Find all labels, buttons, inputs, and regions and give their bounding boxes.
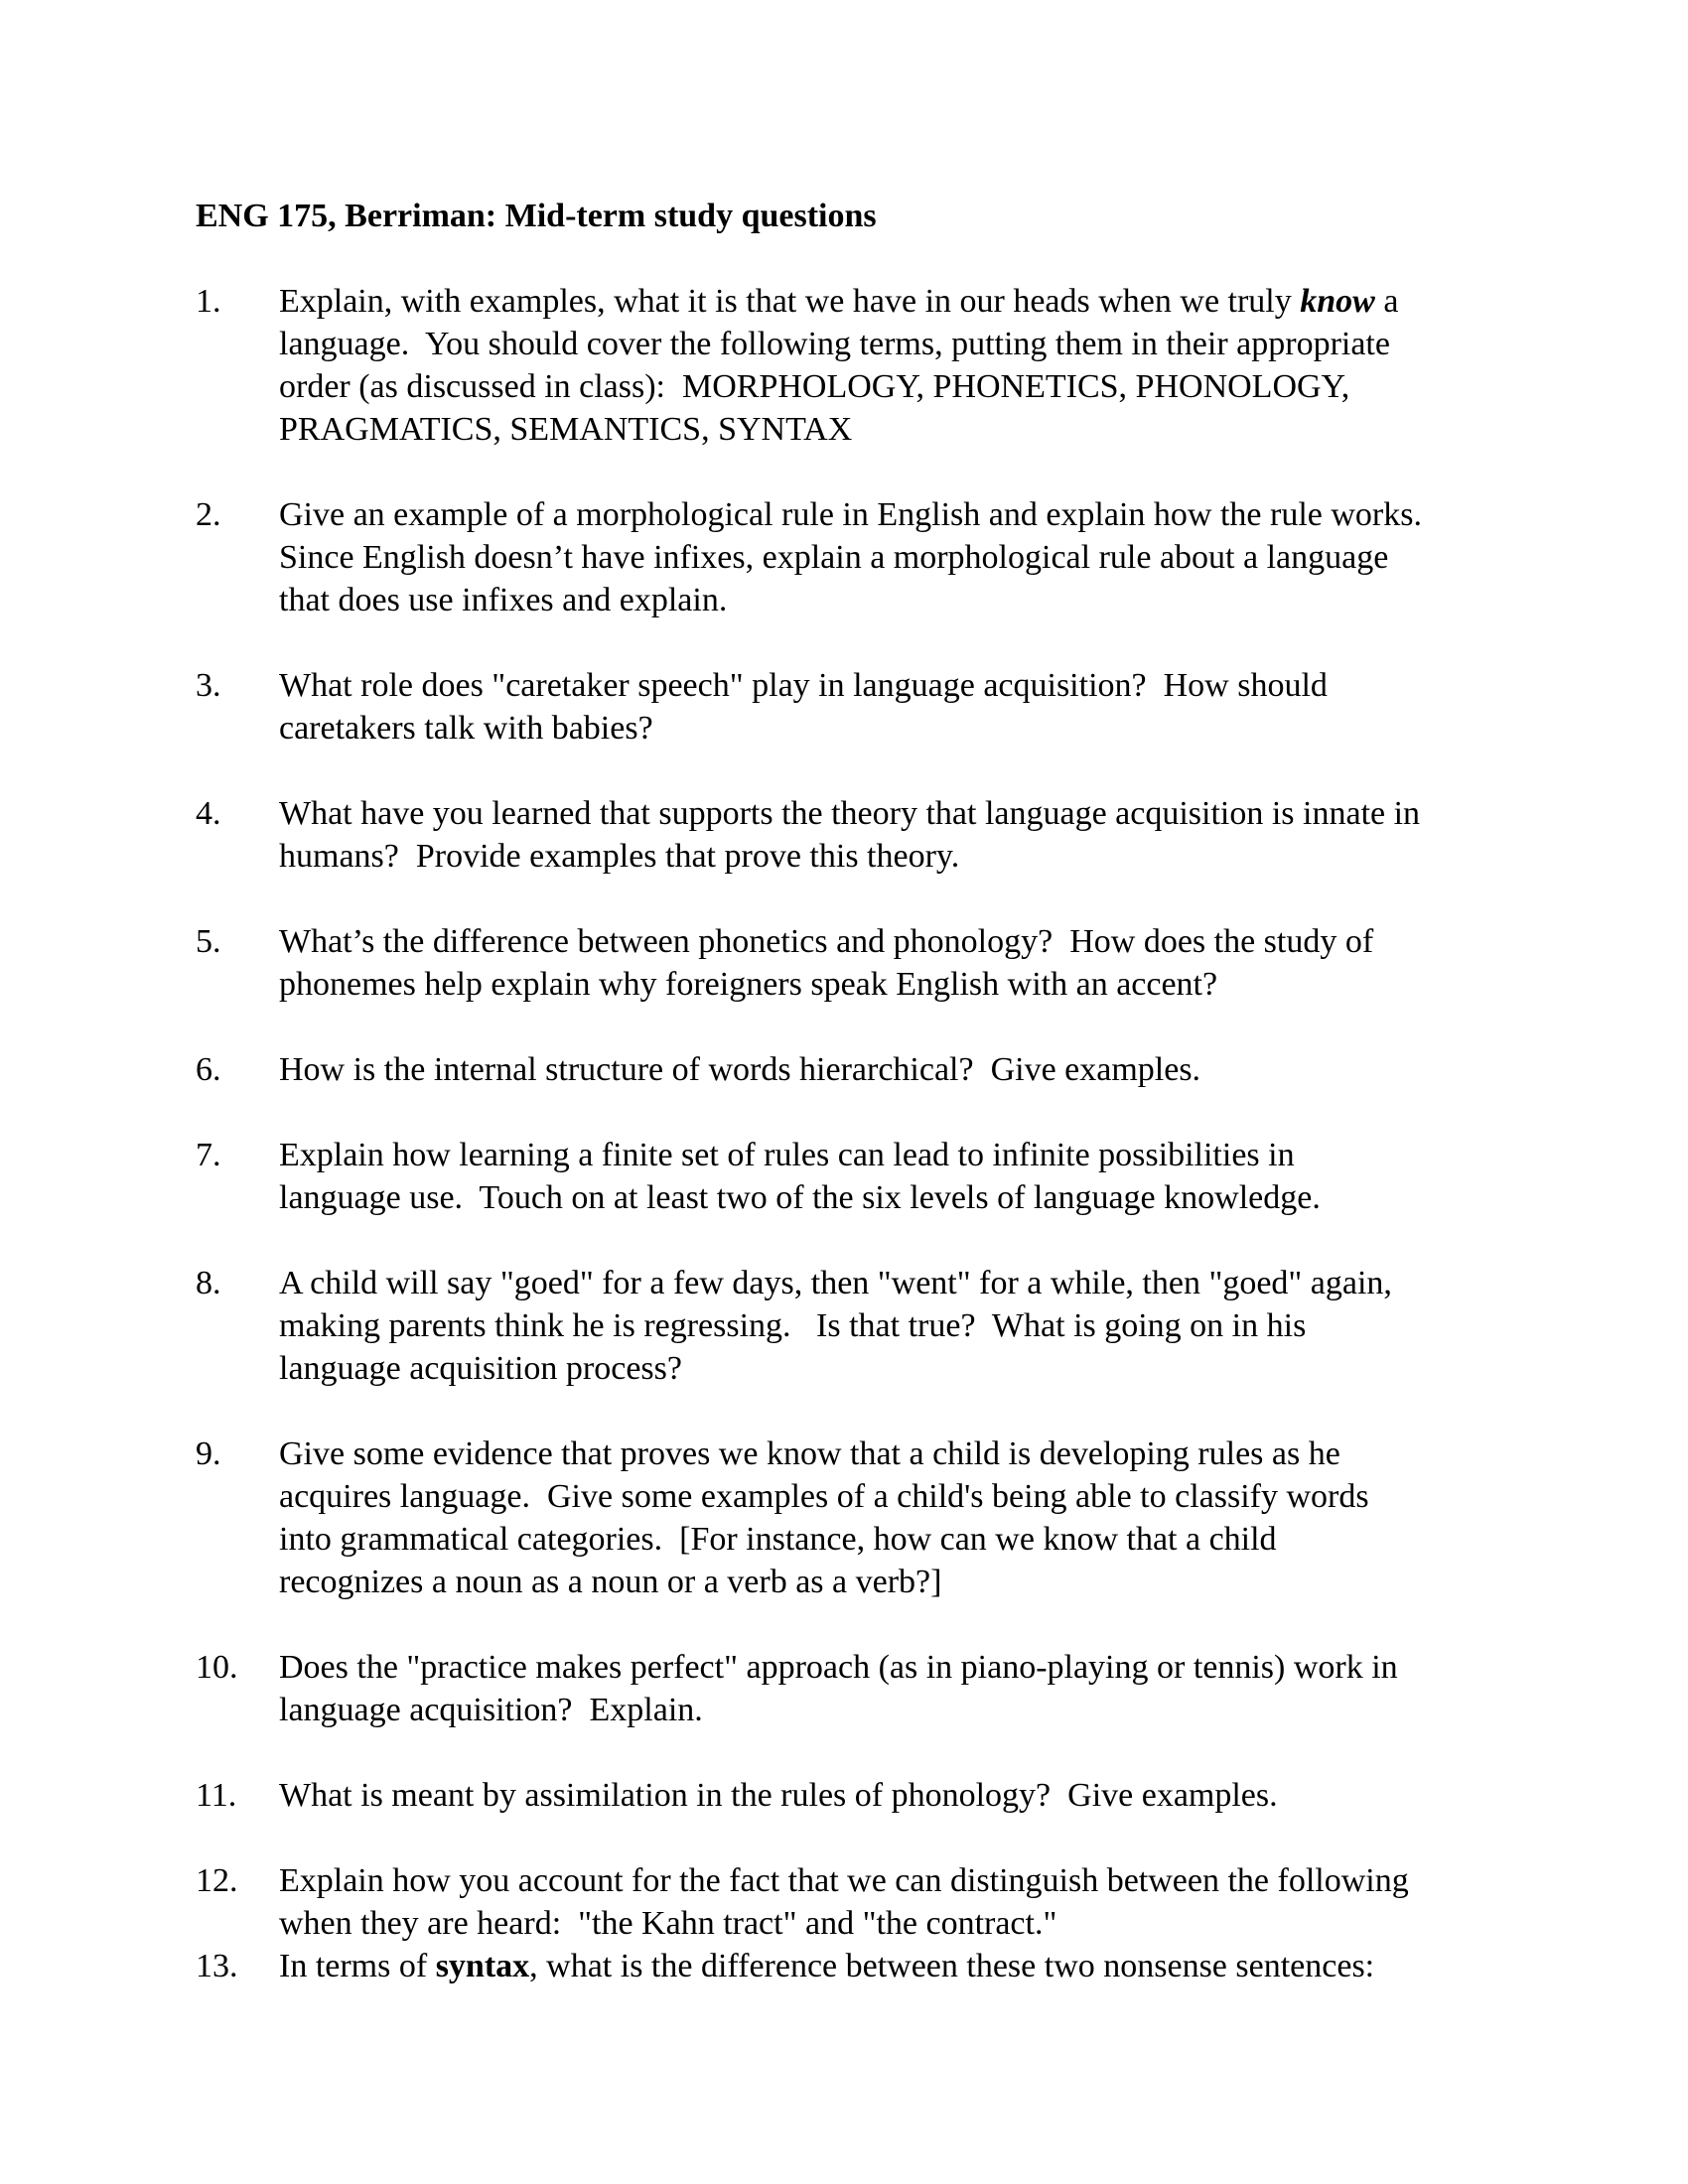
question-number: 6. [196,1051,221,1088]
question-number: 11. [196,1777,237,1814]
question-item-8 [196,1262,1546,1390]
question-item-10 [196,1646,1546,1731]
question-line [279,280,1546,323]
question-line: language use. Touch on at least two of the six levels of language knowledge. [279,1179,1321,1216]
question-line: when they are heard: "the Kahn tract" and "the contract." [279,1905,1057,1942]
line-segment: , what is the difference between these two nonsense sentences: [529,1948,1375,1984]
question-item-1 [196,280,1546,451]
question-number: 2. [196,496,221,533]
question-line: humans? Provide examples that prove this theory. [279,838,960,875]
question-number: 8. [196,1265,221,1301]
line-segment: In terms of [279,1948,436,1984]
question-line: What is meant by assimilation in the rules of phonology? Give examples. [279,1777,1278,1814]
question-line [279,1945,1546,1987]
question-text [279,920,1546,1006]
question-line: Explain how you account for the fact that we can distinguish between the following [279,1862,1409,1899]
question-number: 4. [196,795,221,832]
question-text [279,664,1546,750]
question-line: language acquisition? Explain. [279,1692,703,1728]
question-line: recognizes a noun as a noun or a verb as a verb?] [279,1564,942,1600]
question-item-13 [196,1945,1546,1987]
question-item-3 [196,664,1546,750]
question-line: order (as discussed in class): MORPHOLOGY, PHONETICS, PHONOLOGY, [279,368,1350,405]
question-text [279,280,1546,451]
question-line: Give some evidence that proves we know that a child is developing rules as he [279,1435,1340,1472]
question-number: 9. [196,1435,221,1472]
question-line: acquires language. Give some examples of a child's being able to classify words [279,1478,1369,1515]
line-segment: a [1374,283,1399,320]
emphasized-syntax: syntax [435,1948,530,1984]
question-text [279,1048,1546,1091]
question-number: 3. [196,667,221,704]
question-item-9 [196,1433,1546,1603]
question-number: 1. [196,283,221,320]
question-line: Give an example of a morphological rule in English and explain how the rule works. [279,496,1422,533]
question-line: that does use infixes and explain. [279,582,728,618]
question-line: caretakers talk with babies? [279,710,653,747]
question-line: What’s the difference between phonetics and phonology? How does the study of [279,923,1374,960]
question-line: into grammatical categories. [For instance, how can we know that a child [279,1521,1277,1558]
question-item-7 [196,1134,1546,1219]
question-line: A child will say "goed" for a few days, then "went" for a while, then "goed" again, [279,1265,1392,1301]
question-text [279,493,1546,621]
question-number: 7. [196,1137,221,1173]
question-item-5 [196,920,1546,1006]
question-line: phonemes help explain why foreigners speak English with an accent? [279,966,1218,1003]
question-text [279,1646,1546,1731]
question-line: What role does "caretaker speech" play in language acquisition? How should [279,667,1328,704]
question-line: language acquisition process? [279,1350,682,1387]
emphasized-know: know [1300,283,1375,320]
question-line: Does the "practice makes perfect" approach (as in piano-playing or tennis) work in [279,1649,1398,1686]
line-segment: Explain, with examples, what it is that we have in our heads when we truly [279,283,1301,320]
question-text [279,1134,1546,1219]
question-text [279,1945,1546,1987]
question-item-2 [196,493,1546,621]
question-item-12 [196,1859,1546,1945]
question-text [279,1774,1546,1817]
question-item-11 [196,1774,1546,1817]
question-number: 10. [196,1649,238,1686]
question-text [279,1859,1546,1945]
question-line: Since English doesn’t have infixes, explain a morphological rule about a language [279,539,1389,576]
question-text [279,1433,1546,1603]
question-number: 12. [196,1862,238,1899]
question-line: What have you learned that supports the theory that language acquisition is innate in [279,795,1421,832]
question-line: making parents think he is regressing. Is that true? What is going on in his [279,1307,1307,1344]
question-line: Explain how learning a finite set of rules can lead to infinite possibilities in [279,1137,1295,1173]
question-text [279,1262,1546,1390]
question-line: How is the internal structure of words hierarchical? Give examples. [279,1051,1201,1088]
question-line: language. You should cover the following terms, putting them in their appropriate [279,326,1390,362]
question-number: 5. [196,923,221,960]
question-text [279,792,1546,878]
question-item-4 [196,792,1546,878]
document-content [196,195,1546,1987]
document-title: ENG 175, Berriman: Mid-term study questions [196,198,877,234]
question-line: PRAGMATICS, SEMANTICS, SYNTAX [279,411,853,448]
question-number: 13. [196,1948,238,1984]
question-item-6 [196,1048,1546,1091]
